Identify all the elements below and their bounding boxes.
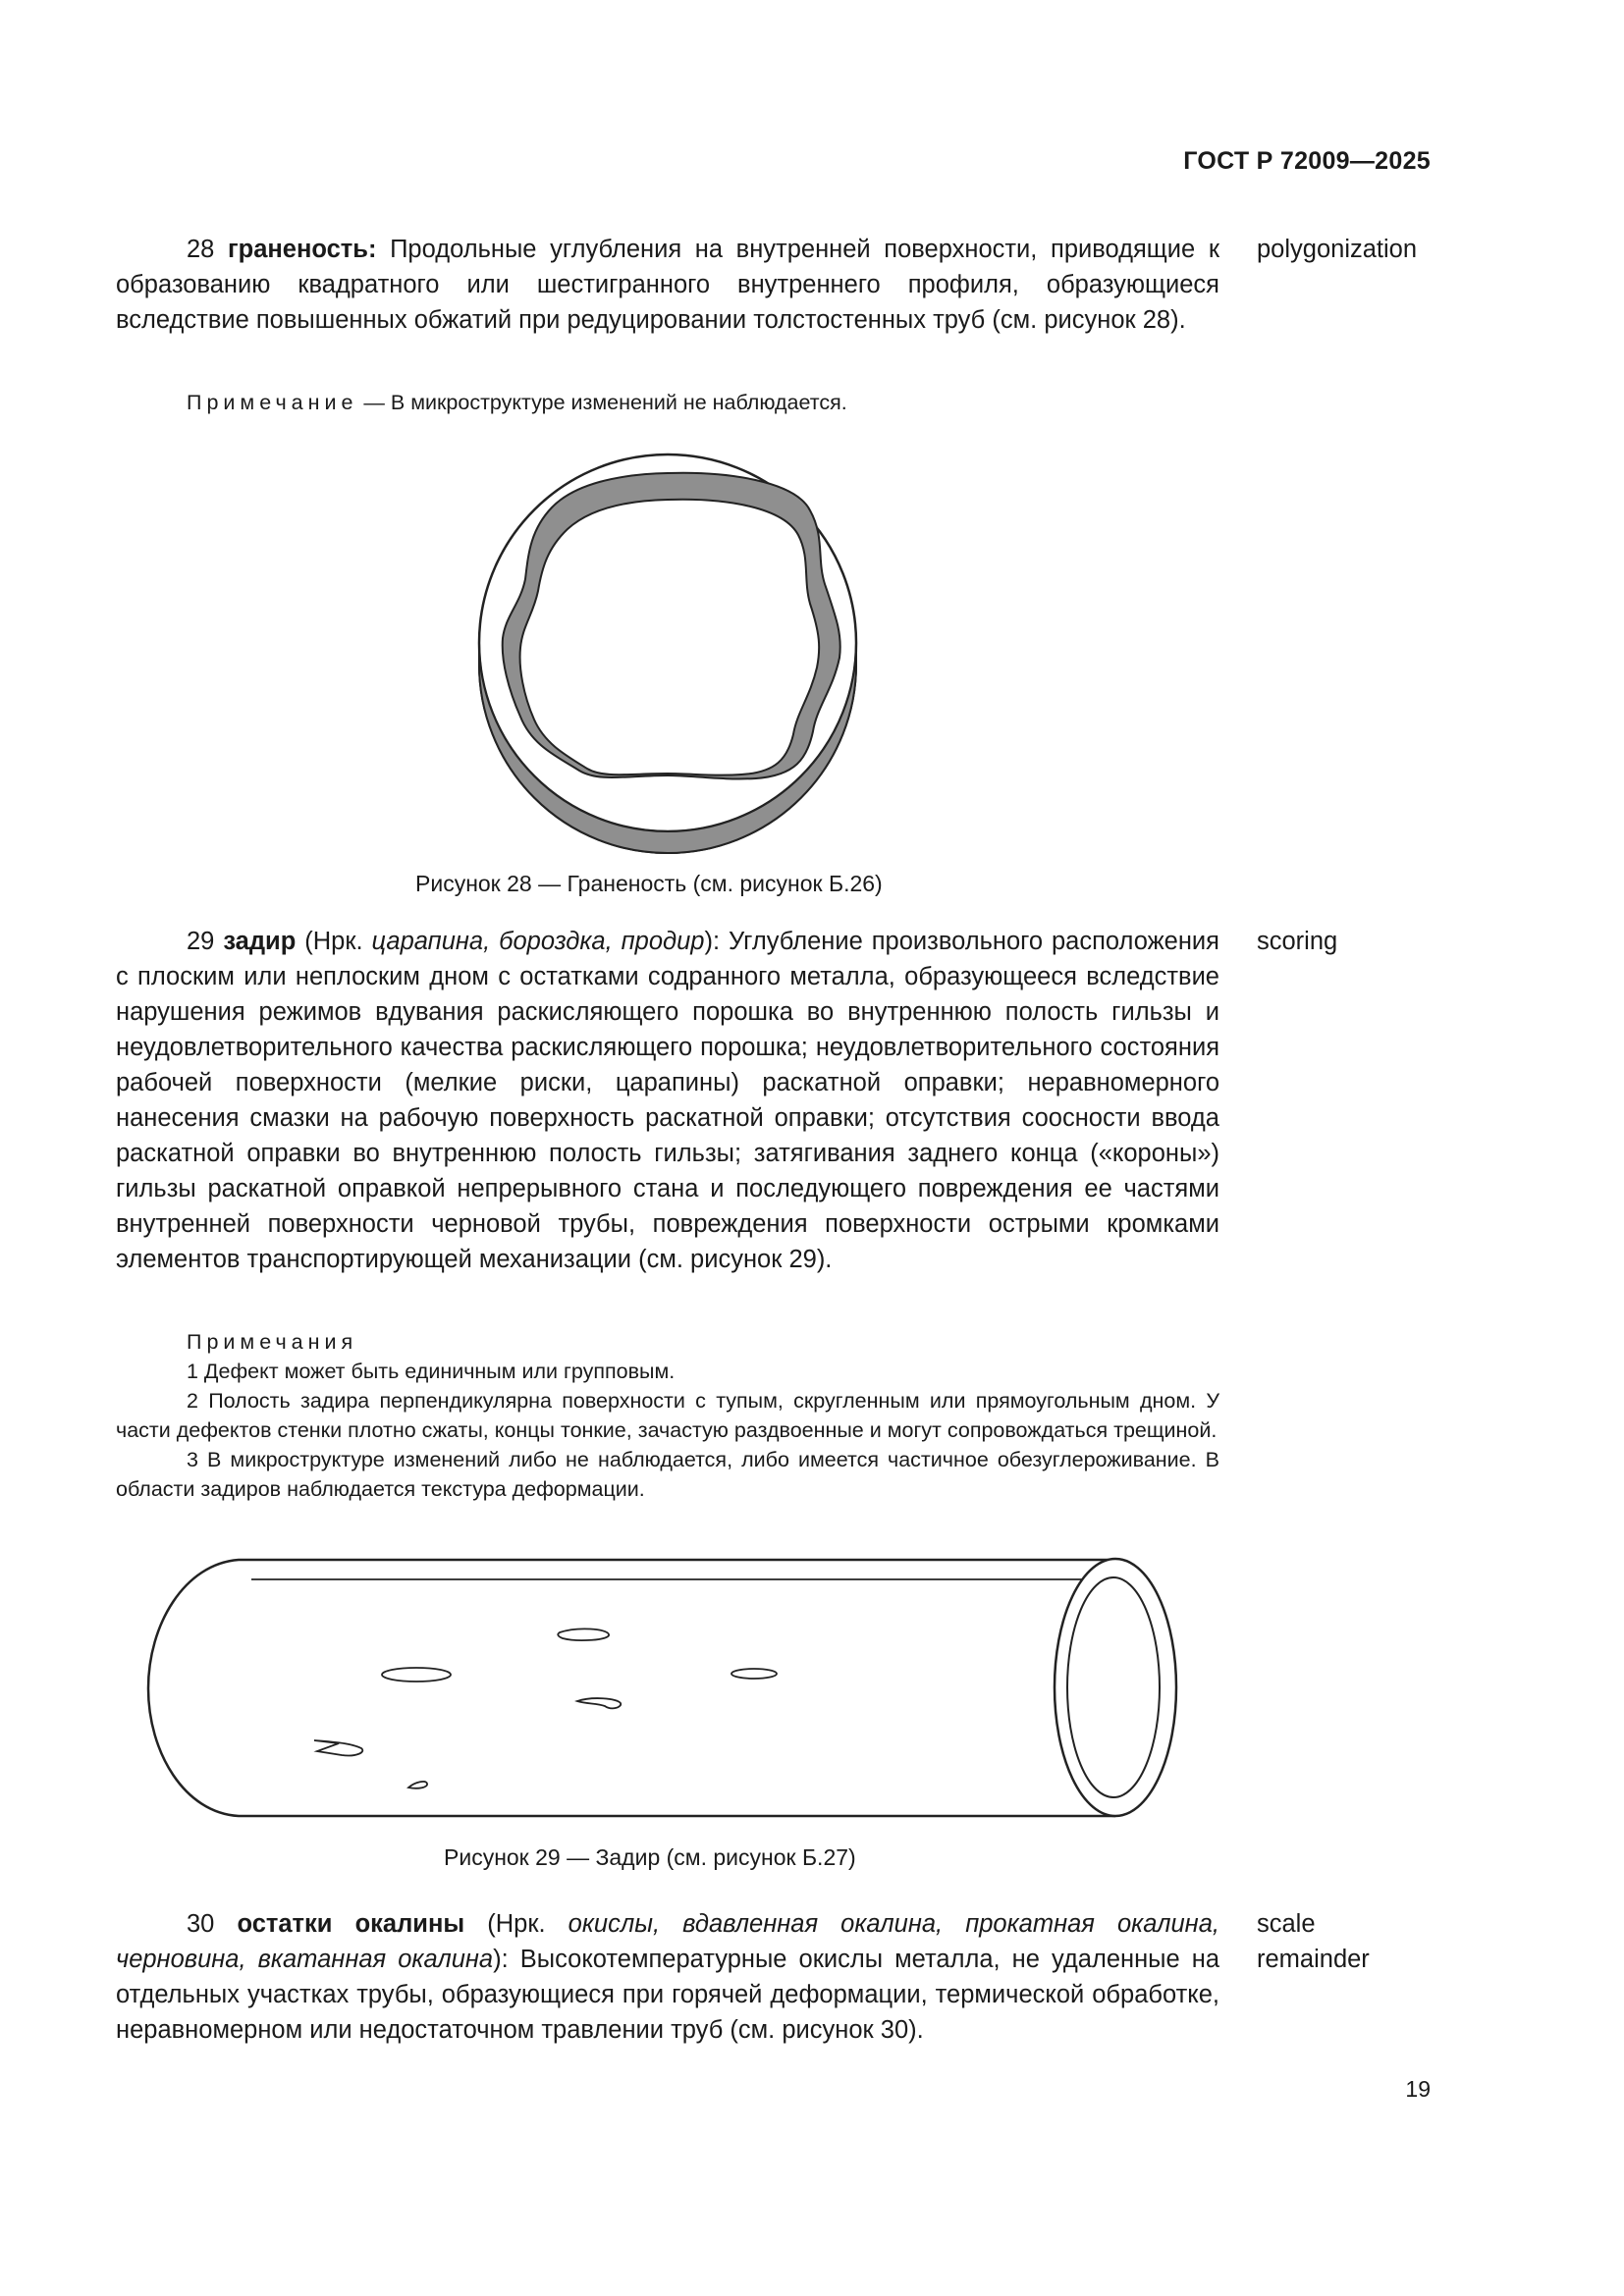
entry-29-synonyms-prefix: (Нрк. [304,928,372,955]
entry-28-number: 28 [187,236,215,263]
entry-29-notes-label: Примечания [187,1330,358,1354]
entry-28-note-text: — В микроструктуре изменений не наблюдается. [357,391,847,414]
entry-30-paragraph [116,1906,1219,2048]
figure-29-pipe-body [148,1560,1115,1816]
entry-29-note-1: 1 Дефект может быть единичным или групповым. [187,1360,676,1383]
entry-28-note-label: Примечание [187,391,358,414]
entry-29-note-3: 3 В микроструктуре изменений либо не наблюдается, либо имеется частичное обезуглероживание. В области задиров наблюдается текстура деформации. [116,1448,1219,1501]
entry-28-note [116,388,1219,417]
entry-29-paragraph [116,924,1219,1277]
entry-29-english-term: scoring [1257,928,1338,955]
entry-30-synonyms: окислы, вдавленная окалина, прокатная окалина, черновина, вкатанная окалина [116,1910,1219,1973]
document-number: ГОСТ Р 72009—2025 [1183,147,1431,175]
figure-29-pipe-end-inner [1067,1577,1160,1797]
entry-29-term: задир [223,928,297,955]
entry-29-synonyms: царапина, бороздка, продир [371,928,705,955]
entry-30-number: 30 [187,1910,215,1938]
figure-28-inner-bore [520,500,820,775]
figure-29-caption: Рисунок 29 — Задир (см. рисунок Б.27) [444,1844,856,1870]
figure-29-scoring-illustration [145,1556,1196,1821]
entry-29-synonyms-suffix: ): [704,928,721,955]
entry-28-definition: Продольные углубления на внутренней поверхности, приводящие к образованию квадратного или шестигранного внутреннего профиля, образующиеся вследствие повышенных обжатий при редуцировании толстостенных труб (см. рисунок 28). [116,236,1219,334]
figure-28-caption: Рисунок 28 — Граненость (см. рисунок Б.26) [415,871,883,896]
entry-28-english-term: polygonization [1257,236,1418,263]
entry-30-synonyms-prefix: (Нрк. [487,1910,568,1938]
entry-29-definition: Углубление произвольного расположения с плоским или неплоским дном с остатками содранного металла, образующееся вследствие нарушения режимов вдувания раскисляющего порошка во внутреннюю полость гильзы и неудовлетворительного качества раскисляющего порошка; неудовлетворительного состояния рабочей поверхности (мелкие риски, царапины) раскатной оправки; неравномерного нанесения смазки на рабочую поверхность раскатной оправки; отсутствия соосности ввода раскатной оправки во внутреннюю полость гильзы; затягивания заднего конца («короны») гильзы раскатной оправкой непрерывного стана и последующего повреждения ее частями внутренней поверхности черновой трубы, повреждения поверхности острыми кромками элементов транспортирующей механизации (см. рисунок 29). [116,928,1219,1273]
page-number: 19 [1405,2076,1431,2102]
entry-28-paragraph [116,232,1219,338]
entry-30-term: остатки окалины [237,1910,465,1938]
figure-28-polygonization-illustration [471,447,864,849]
entry-30-synonyms-suffix: ): [493,1946,509,1973]
entry-29-number: 29 [187,928,215,955]
entry-29-notes [116,1327,1219,1504]
entry-30-english-term: scale remainder [1257,1910,1370,1973]
entry-29-note-2: 2 Полость задира перпендикулярна поверхности с тупым, скругленным или прямоугольным дном. У части дефектов стенки плотно сжаты, концы тонкие, зачастую раздвоенные и могут сопровождаться трещиной. [116,1389,1219,1442]
entry-30-definition: Высокотемпературные окислы металла, не удаленные на отдельных участках трубы, образующиеся при горячей деформации, термической обработке, неравномерном или недостаточном травлении труб (см. рисунок 30). [116,1946,1219,2044]
entry-28-term: граненость: [228,236,377,263]
